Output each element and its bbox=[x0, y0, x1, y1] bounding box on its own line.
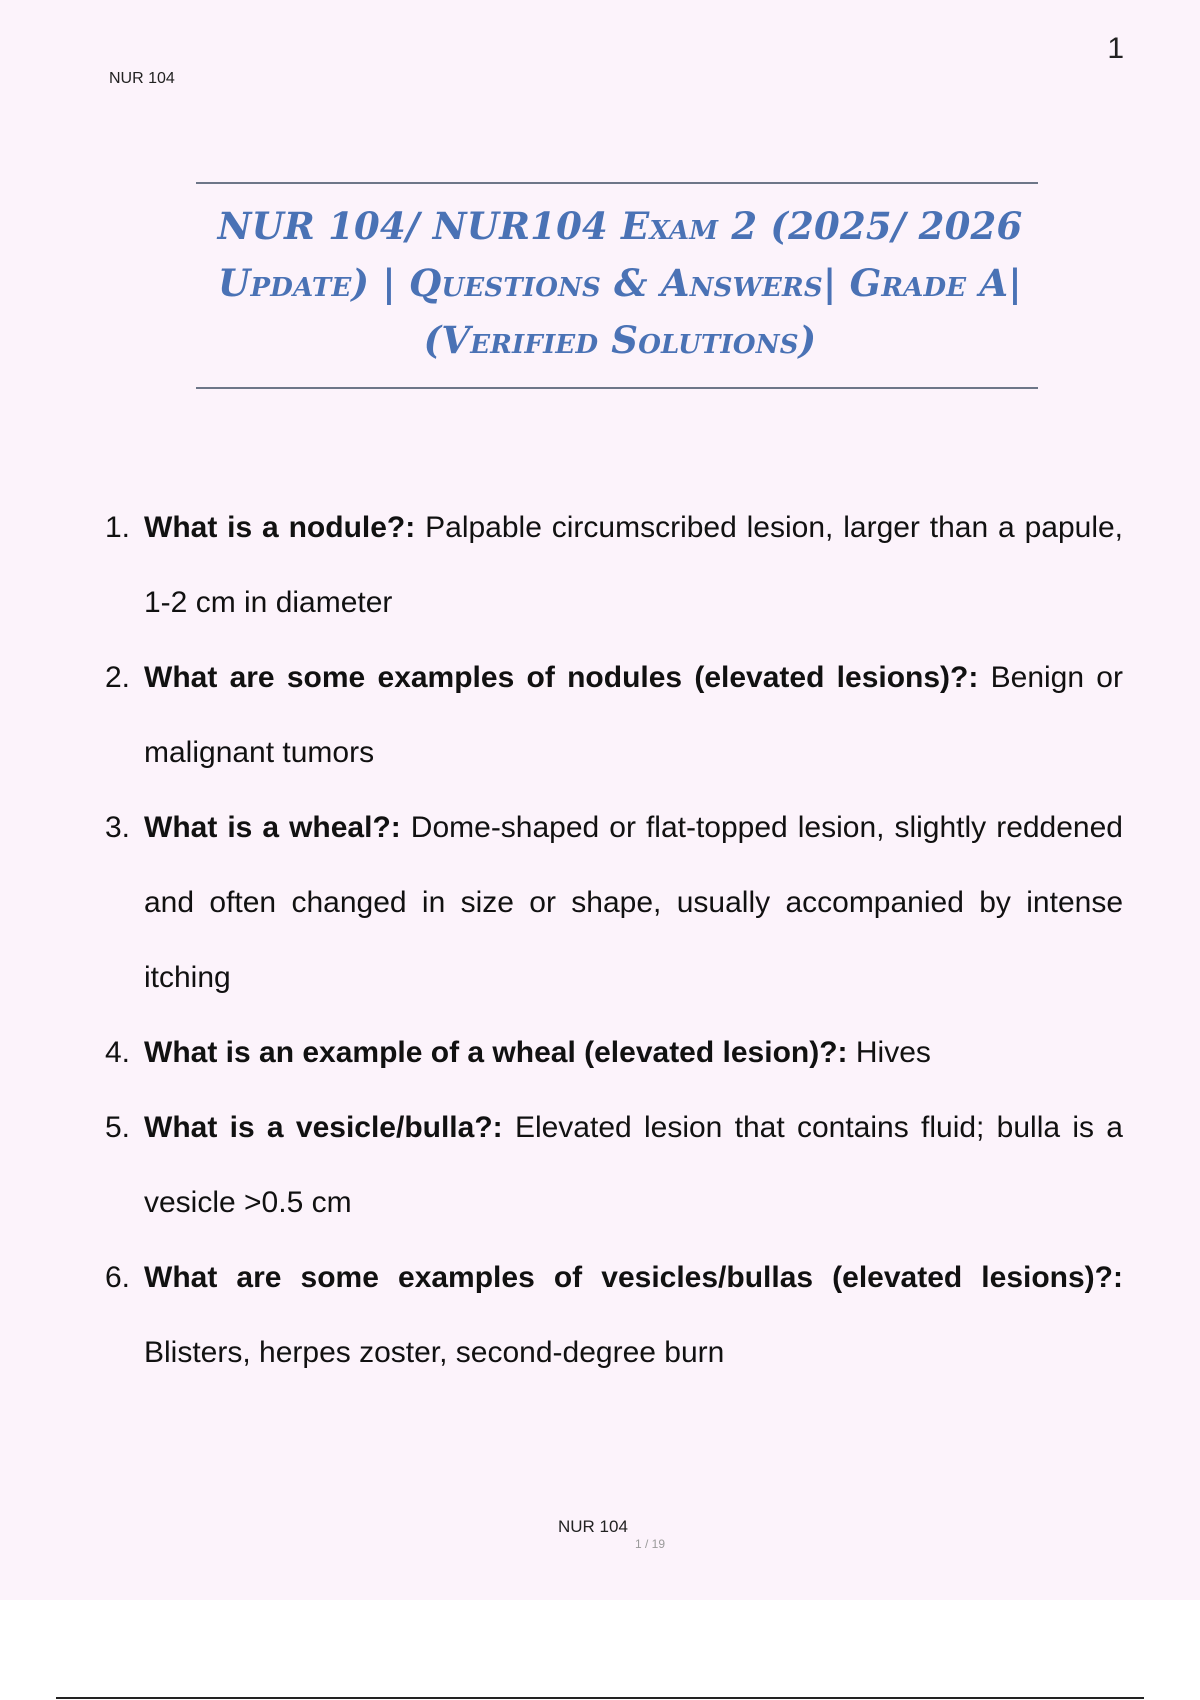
qa-number: 3. bbox=[105, 811, 131, 844]
qa-question: What is an example of a wheal (elevated lesion)?: bbox=[144, 1036, 848, 1069]
header-label: NUR 104 bbox=[109, 70, 175, 87]
qa-answer: Hives bbox=[855, 1036, 931, 1069]
document-title bbox=[180, 198, 1060, 369]
qa-question: What is a vesicle/bulla?: bbox=[144, 1111, 503, 1144]
page-number: 1 bbox=[1107, 32, 1124, 65]
title-rule-bottom bbox=[196, 387, 1038, 389]
qa-answer: Dome-shaped or flat-topped lesion, slightly reddened and often changed in size or shape, usually accompanied by intense itching bbox=[144, 811, 1123, 994]
footer-label: NUR 104 bbox=[558, 1517, 628, 1536]
qa-number: 2. bbox=[105, 661, 131, 694]
qa-number: 4. bbox=[105, 1036, 131, 1069]
title-rule-top bbox=[196, 182, 1038, 184]
qa-question: What is a wheal?: bbox=[144, 811, 401, 844]
title-line: (Verified Solutions) bbox=[423, 318, 817, 362]
qa-item bbox=[105, 640, 1123, 790]
title-line: Update) | Questions & Answers| Grade A| bbox=[218, 261, 1022, 305]
qa-item bbox=[105, 1015, 1123, 1090]
qa-number: 5. bbox=[105, 1111, 131, 1144]
qa-answer: Benign or malignant tumors bbox=[144, 661, 1123, 769]
qa-number: 1. bbox=[105, 511, 131, 544]
qa-list bbox=[105, 490, 1123, 1390]
qa-question: What is a nodule?: bbox=[144, 511, 416, 544]
qa-item bbox=[105, 1090, 1123, 1240]
qa-item bbox=[105, 790, 1123, 1015]
qa-answer: Blisters, herpes zoster, second-degree burn bbox=[144, 1336, 725, 1369]
next-page-rule bbox=[56, 1697, 1144, 1699]
qa-item bbox=[105, 490, 1123, 640]
title-line: NUR 104/ NUR104 Exam 2 (2025/ 2026 bbox=[217, 204, 1023, 248]
qa-question: What are some examples of vesicles/bullas (elevated lesions)?: bbox=[144, 1261, 1123, 1294]
qa-number: 6. bbox=[105, 1261, 131, 1294]
qa-answer: Palpable circumscribed lesion, larger than a papule, 1-2 cm in diameter bbox=[144, 511, 1124, 619]
qa-answer: Elevated lesion that contains fluid; bulla is a vesicle >0.5 cm bbox=[144, 1111, 1123, 1219]
footer-page-indicator: 1 / 19 bbox=[635, 1537, 666, 1551]
qa-item bbox=[105, 1240, 1123, 1390]
qa-question: What are some examples of nodules (elevated lesions)?: bbox=[144, 661, 979, 694]
